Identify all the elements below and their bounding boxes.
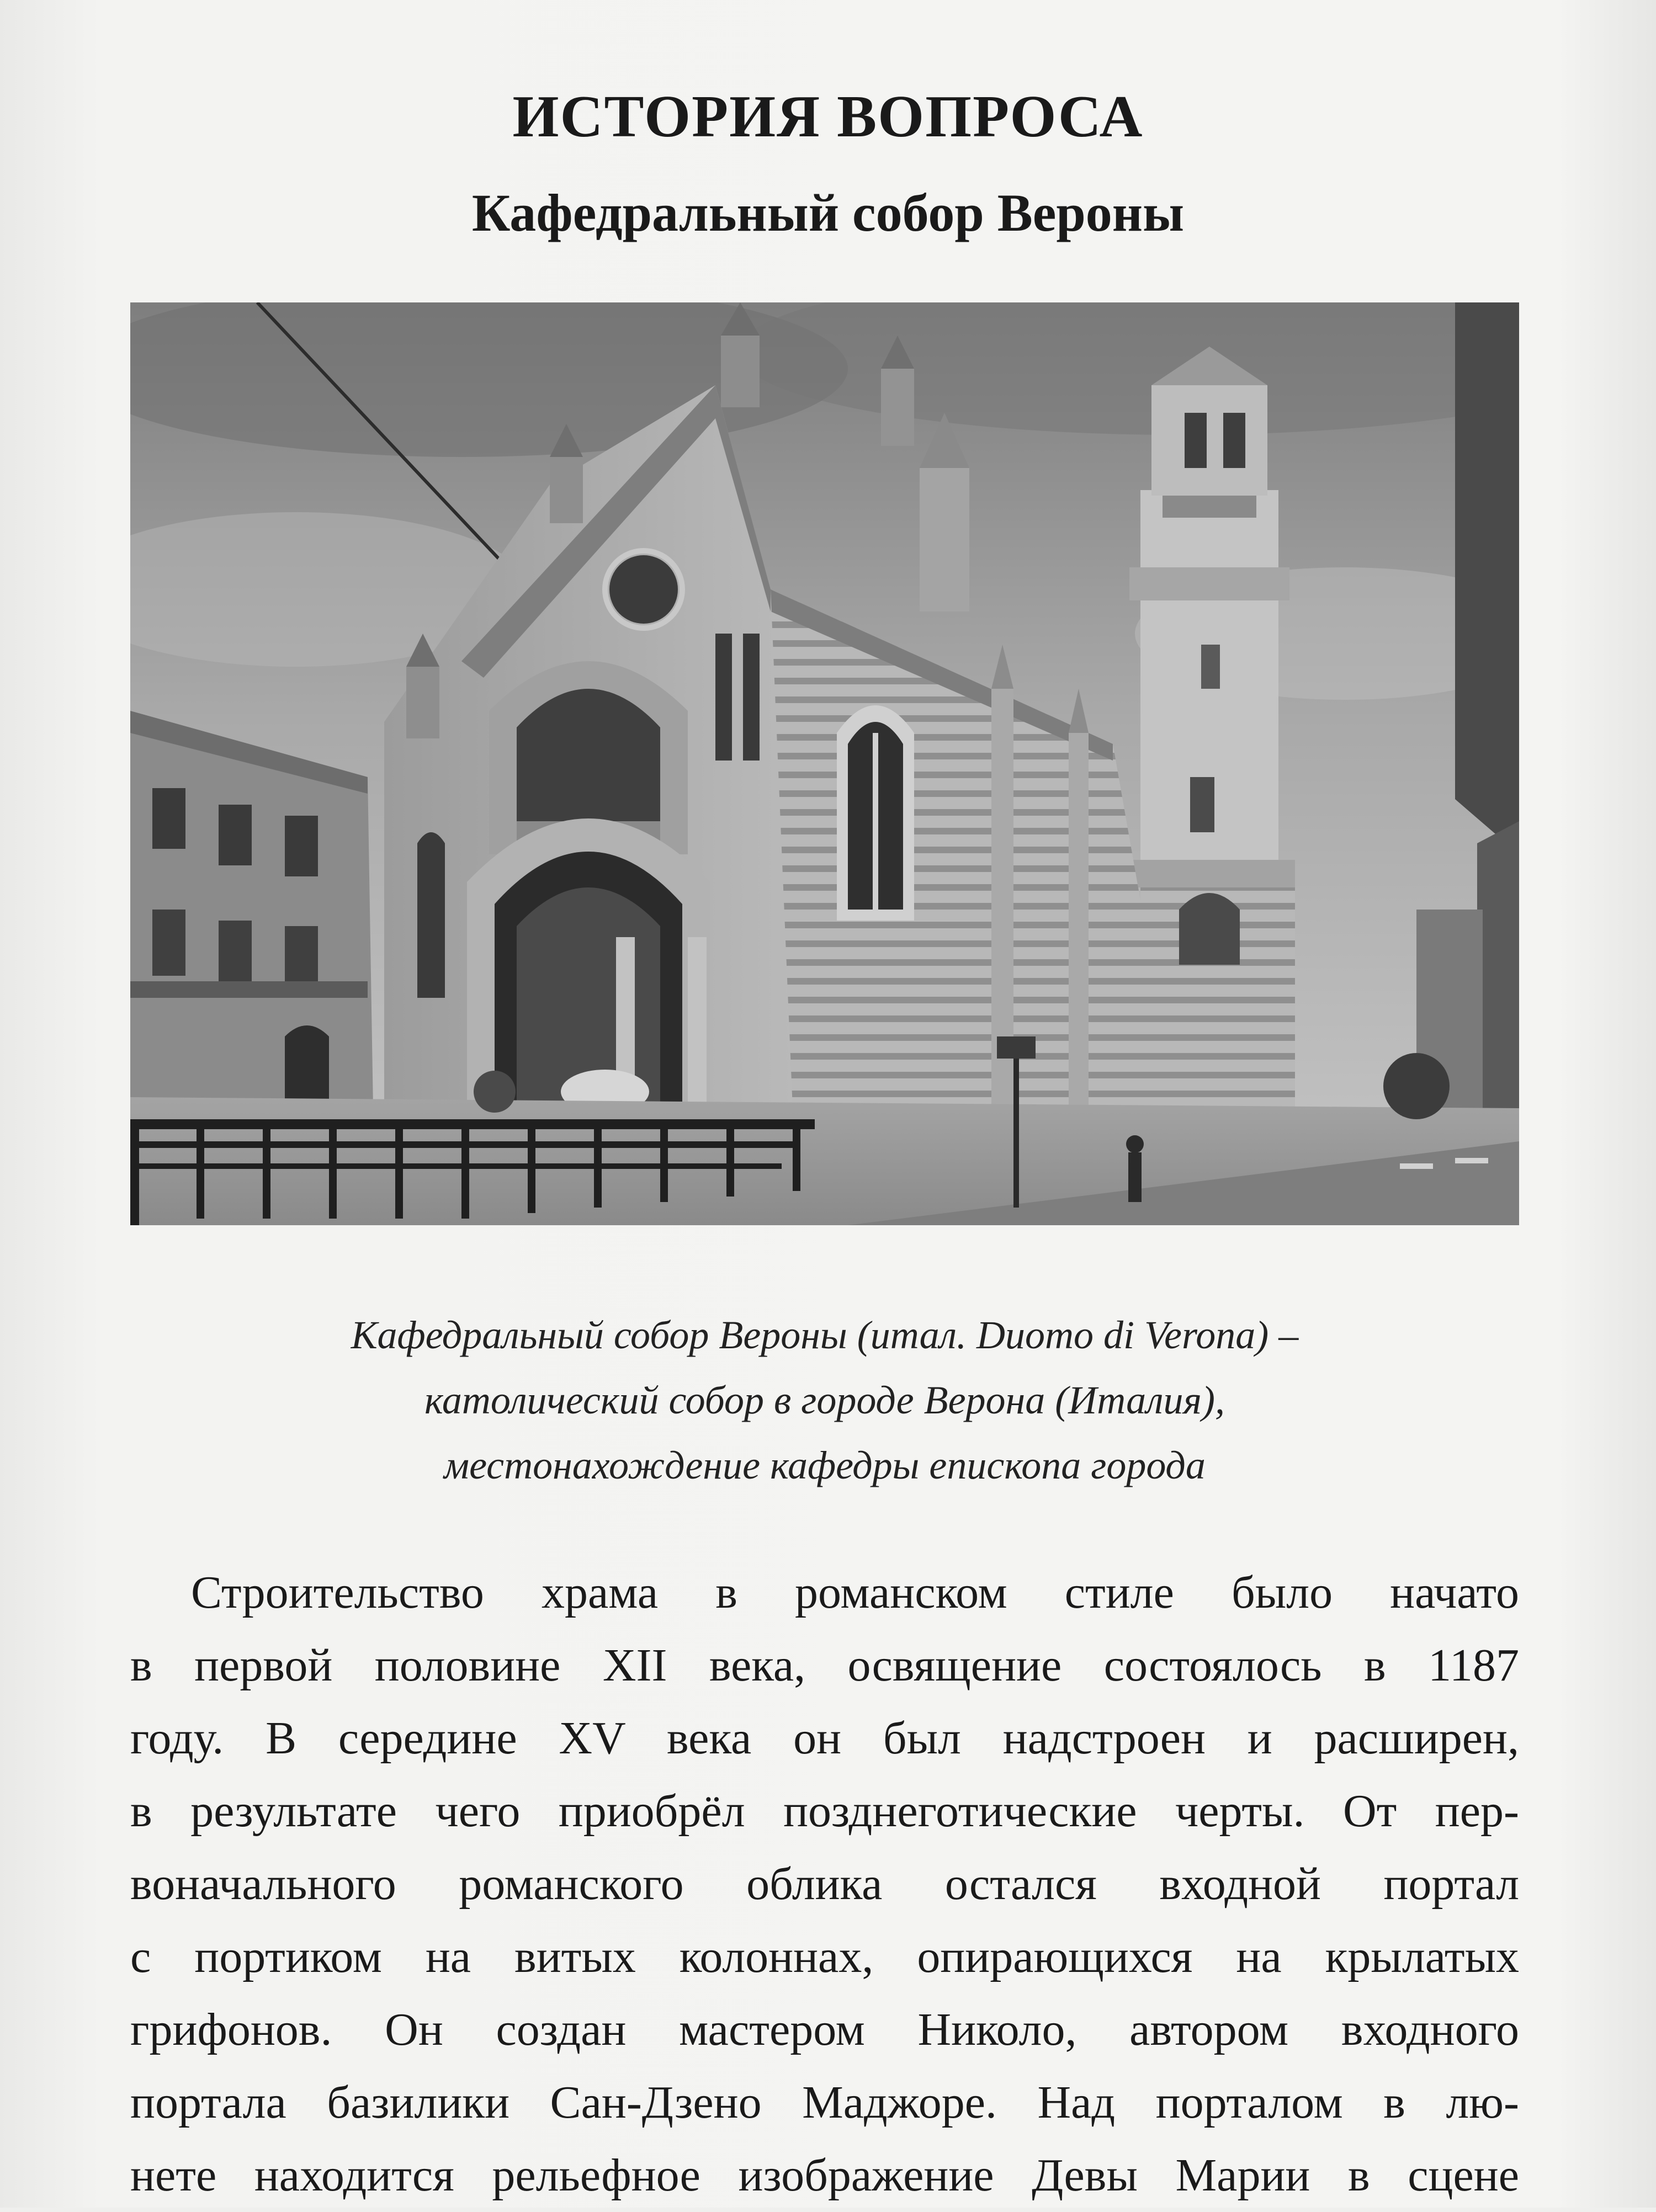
caption-line: католический собор в городе Верона (Италия), (424, 1378, 1225, 1422)
section-title: ИСТОРИЯ ВОПРОСА (512, 84, 1144, 150)
caption-line: Кафедральный собор Вероны (итал. Duomo di Verona) – (351, 1313, 1299, 1357)
caption-line: местонахождение кафедры епископа города (444, 1443, 1206, 1487)
body-line: с портиком на витых колоннах, опирающихся на крылатых (130, 1931, 1519, 1982)
body-line: портала базилики Сан-Дзено Маджоре. Над порталом в лю- (130, 2077, 1519, 2128)
body-paragraph (130, 1556, 1519, 2212)
body-line: воначального романского облика остался входной портал (130, 1858, 1519, 1910)
body-line: нете находится рельефное изображение Девы Марии в сцене (130, 2150, 1519, 2201)
section-subtitle: Кафедральный собор Вероны (471, 183, 1185, 242)
left-building (130, 711, 373, 1114)
body-line: в первой половине XII века, освящение состоялось в 1187 (130, 1640, 1519, 1691)
body-line: году. В середине XV века он был надстроен и расширен, (130, 1713, 1519, 1764)
body-line: Строительство храма в романском стиле было начато (191, 1567, 1519, 1618)
photo-caption (130, 1302, 1519, 1498)
body-line: в результате чего приобрёл позднеготические черты. От пер- (130, 1785, 1519, 1837)
body-line: грифонов. Он создан мастером Николо, автором входного (130, 2004, 1519, 2055)
cathedral-photo (130, 302, 1519, 1225)
